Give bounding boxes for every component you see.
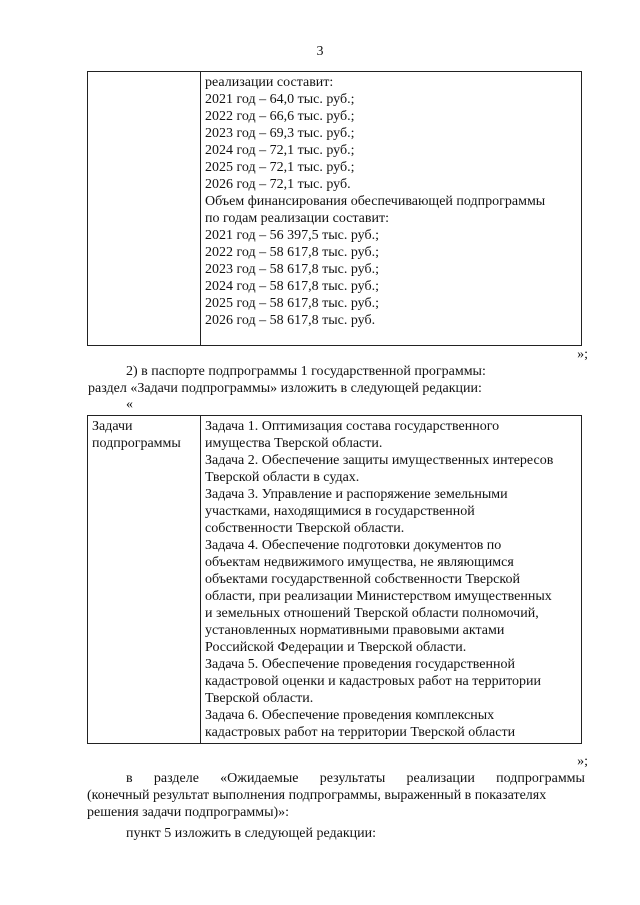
task-line: кадастровых работ на территории Тверской области <box>205 725 516 740</box>
financing-table-left-cell <box>88 72 201 346</box>
task-line: собственности Тверской области. <box>205 521 405 536</box>
financing-line: 2021 год – 56 397,5 тыс. руб.; <box>205 228 379 243</box>
financing-table-right-cell <box>201 72 582 346</box>
paragraph-3-word: разделе <box>153 771 199 786</box>
task-line: Задача 2. Обеспечение защиты имущественных интересов <box>205 453 554 468</box>
paragraph-3 <box>87 770 585 821</box>
tasks-table-right-cell <box>201 416 582 744</box>
tasks-heading-line: подпрограммы <box>92 436 181 451</box>
paragraph-3-word: в <box>126 771 133 786</box>
task-line: участками, находящимися в государственной <box>205 504 475 519</box>
financing-line: 2026 год – 58 617,8 тыс. руб. <box>205 313 376 328</box>
task-line: объектам недвижимого имущества, не являющимся <box>205 555 514 570</box>
financing-line: реализации составит: <box>205 75 334 90</box>
tasks-table-left-cell <box>88 416 201 744</box>
paragraph-3-word: результаты <box>319 771 386 786</box>
closing-quote: »; <box>577 347 588 362</box>
financing-line: 2022 год – 58 617,8 тыс. руб.; <box>205 245 379 260</box>
task-line: объектами государственной собственности Тверской <box>205 572 520 587</box>
task-line: Тверской области. <box>205 691 314 706</box>
paragraph-3-line-1 <box>87 770 585 787</box>
page-number: 3 <box>316 44 324 59</box>
task-line: Задача 5. Обеспечение проведения государственной <box>205 657 515 672</box>
task-line: кадастровой оценки и кадастровых работ на территории <box>205 674 542 689</box>
financing-table <box>87 71 582 346</box>
task-line: и земельных отношений Тверской области полномочий, <box>205 606 539 621</box>
financing-line: 2023 год – 58 617,8 тыс. руб.; <box>205 262 379 277</box>
opening-quote: « <box>126 397 133 412</box>
task-line: имущества Тверской области. <box>205 436 383 451</box>
paragraph-2-line-2: раздел «Задачи подпрограммы» изложить в следующей редакции: <box>88 381 482 396</box>
task-line: Российской Федерации и Тверской области. <box>205 640 467 655</box>
task-line: Тверской области в судах. <box>205 470 360 485</box>
paragraph-3-line-3: решения задачи подпрограммы)»: <box>87 805 290 820</box>
task-line: Задача 6. Обеспечение проведения комплексных <box>205 708 495 723</box>
financing-line: 2022 год – 66,6 тыс. руб.; <box>205 109 355 124</box>
financing-line: Объем финансирования обеспечивающей подпрограммы <box>205 194 546 209</box>
financing-line: 2024 год – 72,1 тыс. руб.; <box>205 143 355 158</box>
financing-line: 2026 год – 72,1 тыс. руб. <box>205 177 351 192</box>
financing-line: 2024 год – 58 617,8 тыс. руб.; <box>205 279 379 294</box>
task-line: установленных нормативными правовыми актами <box>205 623 505 638</box>
task-line: Задача 4. Обеспечение подготовки документов по <box>205 538 502 553</box>
tasks-table <box>87 415 582 744</box>
paragraph-4: пункт 5 изложить в следующей редакции: <box>126 826 376 841</box>
financing-line: 2025 год – 72,1 тыс. руб.; <box>205 160 355 175</box>
tasks-heading-line: Задачи <box>92 419 133 434</box>
task-line: Задача 3. Управление и распоряжение земельными <box>205 487 508 502</box>
task-line: области, при реализации Министерством имущественных <box>205 589 552 604</box>
financing-line: 2025 год – 58 617,8 тыс. руб.; <box>205 296 379 311</box>
paragraph-3-word: реализации <box>406 771 475 786</box>
paragraph-3-line-2: (конечный результат выполнения подпрограммы, выраженный в показателях <box>87 788 547 803</box>
financing-line: 2023 год – 69,3 тыс. руб.; <box>205 126 355 141</box>
closing-quote-2: »; <box>577 754 588 769</box>
financing-line: по годам реализации составит: <box>205 211 389 226</box>
paragraph-3-word: «Ожидаемые <box>220 771 299 786</box>
financing-line: 2021 год – 64,0 тыс. руб.; <box>205 92 355 107</box>
paragraph-3-word: подпрограммы <box>496 771 585 786</box>
task-line: Задача 1. Оптимизация состава государственного <box>205 419 500 434</box>
paragraph-2-line-1: 2) в паспорте подпрограммы 1 государственной программы: <box>126 364 486 379</box>
